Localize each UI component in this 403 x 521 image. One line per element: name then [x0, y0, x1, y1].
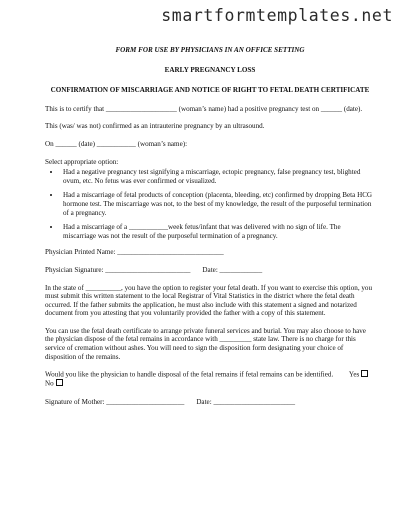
- mother-date: Date: _______________________: [196, 398, 296, 407]
- mother-signature-row: [45, 398, 375, 407]
- no-label: No: [45, 379, 54, 388]
- document: [45, 46, 375, 416]
- title-early-pregnancy-loss: EARLY PREGNANCY LOSS: [164, 65, 256, 74]
- disposal-question: [45, 370, 375, 388]
- fetal-death-certificate-paragraph: You can use the fetal death certificate to arrange private funeral services and burial. You may also choose to have the physician dispose of the fetal remains in accordance with _________ state law. There is no charge for this service of cremation without ashes. You will need to sign the disposition form designating your choice of disposition of the remains.: [45, 326, 366, 361]
- physician-signature: Physician Signature: ________________________: [45, 265, 191, 274]
- yes-label: Yes: [348, 370, 360, 379]
- certify-statement: This is to certify that ____________________ (woman’s name) had a positive pregnancy test on ______ (date).: [45, 104, 363, 113]
- select-option-label: Select appropriate option:: [45, 157, 119, 166]
- state-option-paragraph: In the state of __________, you have the option to register your fetal death. If you want to exercise this option, you must submit this written statement to the local Registrar of Vital Statistics in the district where the fetal death occurred. If the father submits the application, he must also include with this statement a signed and notarized document from you attesting that you voluntarily provided the father with a copy of this statement.: [45, 283, 373, 318]
- watermark: smartformtemplates.net: [161, 6, 393, 25]
- mother-signature: Signature of Mother: ______________________: [45, 398, 185, 407]
- title-confirmation: CONFIRMATION OF MISCARRIAGE AND NOTICE OF RIGHT TO FETAL DEATH CERTIFICATE: [50, 86, 370, 95]
- ultrasound-statement: This (was/ was not) confirmed as an intrauterine pregnancy by an ultrasound.: [45, 122, 265, 131]
- on-date-line: On ______ (date) ___________ (woman’s name):: [45, 139, 188, 148]
- option-negative-test: • Had a negative pregnancy test signifying a miscarriage, ectopic pregnancy, false pregnancy test, blighted ovum, etc. No fetus was ever confirmed or visualized.: [61, 168, 375, 185]
- disposal-question-text: Would you like the physician to handle disposal of the fetal remains if fetal remains can be identified.: [45, 370, 334, 379]
- physician-printed-name: Physician Printed Name: ______________________________: [45, 248, 224, 257]
- no-checkbox[interactable]: [56, 379, 63, 386]
- physician-date: Date: ____________: [202, 265, 263, 274]
- physician-signature-row: [45, 266, 375, 275]
- form-for-line: FORM FOR USE BY PHYSICIANS IN AN OFFICE SETTING: [115, 46, 305, 54]
- option-miscarriage-products: • Had a miscarriage of fetal products of conception (placenta, bleeding, etc) confirmed by dropping Beta HCG hormone test. The miscarriage was not, to the best of my knowledge, the result of the purposeful termination of a pregnancy.: [61, 191, 375, 217]
- yes-checkbox[interactable]: [361, 370, 368, 377]
- option-miscarriage-fetus: • Had a miscarriage of a ___________week fetus/infant that was delivered with no sign of life. The miscarriage was not the result of the purposeful termination of a pregnancy.: [61, 223, 375, 240]
- options-list: [45, 168, 375, 240]
